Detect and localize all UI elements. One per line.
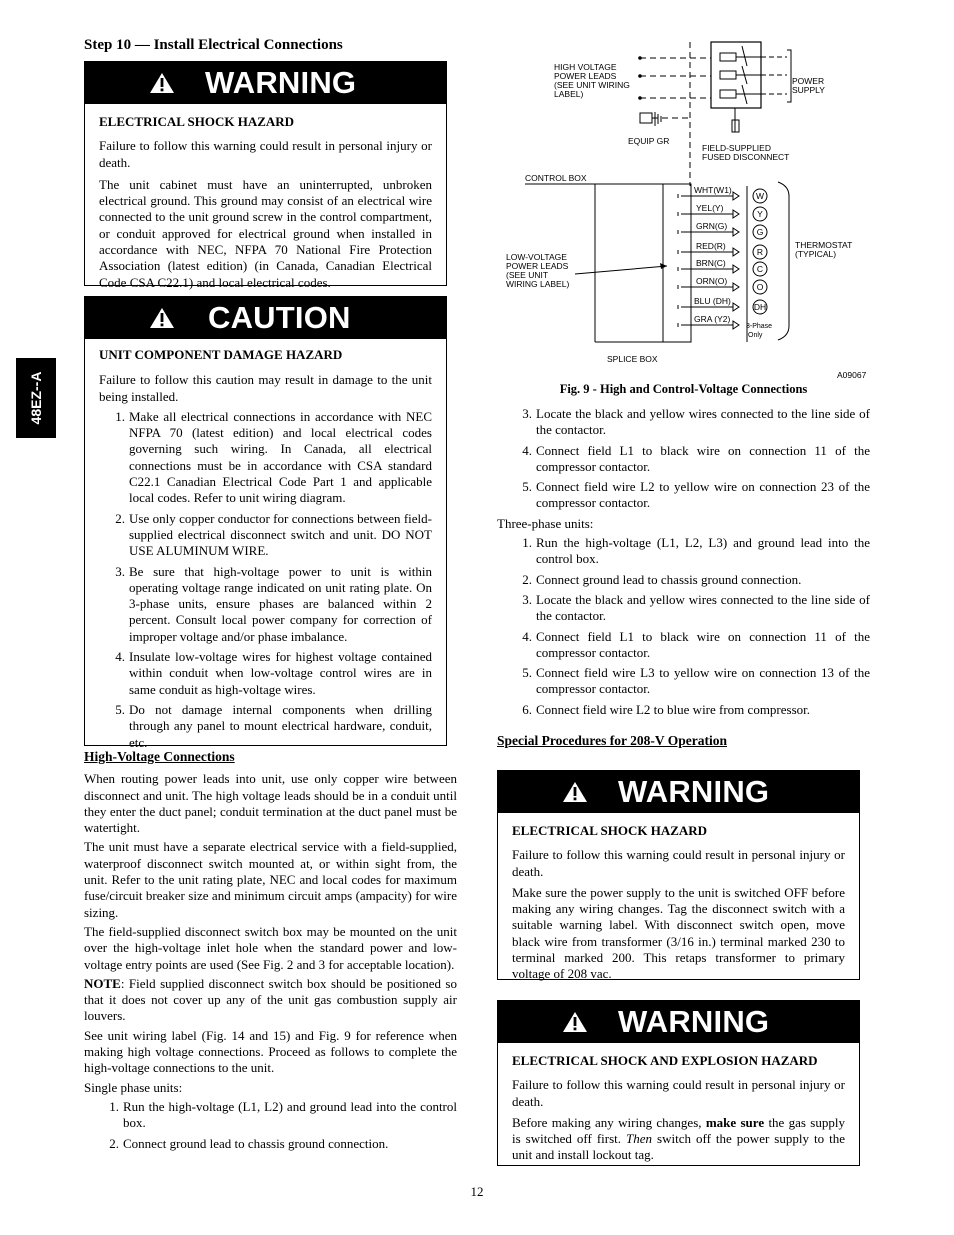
- three-phase-list: [512, 535, 870, 718]
- list-item: 2. Use only copper conductor for connections between field-supplied electrical disconnect switch and unit. DO NOT USE ALUMINUM WIRE.: [115, 510, 432, 559]
- page-number: 12: [470, 1184, 484, 1199]
- figure-code: A09067: [837, 370, 867, 380]
- svg-text:SUPPLY: SUPPLY: [792, 85, 825, 95]
- section-title: High-Voltage Connections: [84, 749, 235, 764]
- warning-header: [498, 1001, 859, 1043]
- hazard-title: ELECTRICAL SHOCK HAZARD: [512, 823, 708, 838]
- warning-triangle-icon: [562, 781, 588, 803]
- three-phase-label: Three-phase units:: [497, 515, 594, 531]
- control-box-label: CONTROL BOX: [525, 173, 587, 183]
- warning-triangle-icon: [149, 72, 175, 94]
- warning-box-shock-explosion: [497, 1000, 860, 1166]
- three-phase-note: 3-Phase: [746, 323, 773, 330]
- connector-arrow: [733, 192, 739, 200]
- warning-label: WARNING: [205, 65, 357, 100]
- wire-label: BRN(C): [696, 258, 726, 268]
- list-item: 3. Locate the black and yellow wires connected to the line side of the contactor.: [522, 406, 870, 438]
- svg-text:FUSED DISCONNECT: FUSED DISCONNECT: [702, 152, 790, 162]
- connector-arrow: [733, 248, 739, 256]
- wire-label: WHT(W1): [694, 185, 732, 195]
- terminal-label: R: [756, 247, 764, 257]
- single-phase-list-continued: [512, 406, 870, 512]
- warning-box-electrical-shock: [84, 61, 447, 290]
- list-item: 1. Run the high-voltage (L1, L2) and ground lead into the control box.: [109, 1098, 457, 1131]
- caution-intro: Failure to follow this caution may result in damage to the unit being installed.: [99, 372, 432, 404]
- wire-group: [694, 185, 732, 324]
- terminal-label: G: [756, 227, 764, 237]
- terminal-label: DH: [753, 302, 767, 312]
- wiring-diagram: [497, 36, 877, 382]
- list-item: 6. Connect field wire L2 to blue wire from compressor.: [522, 701, 811, 717]
- svg-text:Only: Only: [748, 332, 763, 339]
- connector-arrow: [733, 210, 739, 218]
- power-supply-label: POWER: [792, 76, 825, 86]
- high-voltage-section: [84, 749, 457, 1156]
- note-paragraph: NOTE: Field supplied disconnect switch box should be positioned so that it does not cover up any of the unit gas combustion supply air louvers.: [84, 975, 457, 1024]
- terminal-label: Y: [757, 209, 763, 219]
- list-item: 5. Connect field wire L3 to yellow wire on connection 13 of the compressor contactor.: [522, 665, 870, 697]
- list-item: 1. Run the high-voltage (L1, L2, L3) and ground lead into the control box.: [522, 535, 870, 567]
- lv-leads-label: LOW-VOLTAGE: [506, 252, 567, 262]
- svg-text:(SEE UNIT: (SEE UNIT: [506, 270, 549, 280]
- wire-label: RED(R): [696, 241, 726, 251]
- wire-label: YEL(Y): [696, 203, 724, 213]
- connector-arrow: [733, 283, 739, 291]
- wire-label: GRA (Y2): [694, 314, 731, 324]
- hazard-title: ELECTRICAL SHOCK AND EXPLOSION HAZARD: [512, 1053, 818, 1068]
- thermostat-label: THERMOSTAT: [795, 240, 853, 250]
- warning-header: [85, 62, 446, 104]
- warning-text: Make sure the power supply to the unit is switched OFF before making any wiring changes. Tag the disconnect switch with a suitable warning label. With disconnect switch open, move black wire from transformer (3/16 in.) terminal marked 230 to terminal marked 200. This retaps transformer to primary voltage of 208 vac.: [512, 884, 845, 982]
- svg-text:LABEL): LABEL): [554, 89, 584, 99]
- terminal-label: C: [756, 264, 764, 274]
- list-item: 3. Be sure that high-voltage power to unit is within operating voltage range indicated on unit rating plate. On 3-phase units, ensure phases are balanced within 2 percent. Consult local power company for correction of improper voltage and/or phase imbalance.: [115, 563, 432, 644]
- connector-arrow: [733, 303, 739, 311]
- list-item: 4. Connect field L1 to black wire on connection 11 of the compressor contactor.: [522, 628, 870, 660]
- connector-arrow: [733, 228, 739, 236]
- svg-text:WIRING LABEL): WIRING LABEL): [506, 279, 570, 289]
- hazard-title: UNIT COMPONENT DAMAGE HAZARD: [99, 347, 343, 362]
- right-text-column: [497, 406, 870, 722]
- single-phase-label: Single phase units:: [84, 1079, 183, 1095]
- warning-label: WARNING: [618, 1004, 770, 1039]
- side-tab-label: 48EZ--A: [27, 371, 44, 425]
- terminal-label: O: [756, 282, 764, 292]
- list-item: 3. Locate the black and yellow wires connected to the line side of the contactor.: [522, 591, 870, 624]
- wire-label: ORN(O): [696, 276, 728, 286]
- wire-label: GRN(G): [696, 221, 728, 231]
- side-tab: [16, 358, 56, 438]
- warning-text: Before making any wiring changes, make sure the gas supply is switched off first. Then switch off the power supply to the unit and install lockout tag.: [512, 1114, 845, 1163]
- caution-box-component-damage: [84, 296, 447, 750]
- splice-box-label: SPLICE BOX: [607, 354, 658, 364]
- step-title: Step 10 — Install Electrical Connections: [84, 37, 343, 53]
- body-paragraph: When routing power leads into unit, use only copper wire between disconnect and unit. The high voltage leads should be in a conduit until they enter the duct panel; conduit termination at the duct panel must be watertight.: [84, 771, 457, 836]
- warning-label: WARNING: [618, 774, 770, 809]
- warning-header: [498, 771, 859, 813]
- connector-arrow: [733, 321, 739, 329]
- list-item: 5. Do not damage internal components when drilling through any panel to mount electrical hardware, conduit, etc.: [115, 701, 432, 750]
- body-paragraph: The field-supplied disconnect switch box may be mounted on the unit over the high-voltage inlet hole when the standard power and low-voltage entry points are used (See Fig. 2 and 3 for acceptable location).: [84, 923, 457, 972]
- body-paragraph: See unit wiring label (Fig. 14 and 15) and Fig. 9 for reference when making high voltage connections. Proceed as follows to complete the high-voltage connections to the unit.: [84, 1027, 457, 1076]
- list-item: 5. Connect field wire L2 to yellow wire on connection 23 of the compressor contactor.: [522, 479, 870, 511]
- list-item: 1. Make all electrical connections in accordance with NEC NFPA 70 (latest edition) and local electrical codes governing such wiring. In Canada, all electrical connections must be in accordance with CSA standard C22.1 Canadian Electrical Code Part 1 and applicable local codes. Refer to unit wiring diagram.: [115, 408, 432, 506]
- list-item: 4. Connect field L1 to black wire on connection 11 of the compressor contactor.: [522, 442, 870, 474]
- warning-box-208v: [497, 770, 860, 980]
- warning-triangle-icon: [562, 1011, 588, 1033]
- svg-text:(SEE UNIT WIRING: (SEE UNIT WIRING: [554, 80, 630, 90]
- terminal-label: W: [755, 191, 765, 201]
- hazard-title: ELECTRICAL SHOCK HAZARD: [99, 114, 295, 129]
- list-item: 4. Insulate low-voltage wires for highest voltage contained within conduit when low-voltage control wires are in same conduit as high-voltage wires.: [115, 649, 432, 697]
- warning-text: Failure to follow this warning could result in personal injury or death.: [512, 1077, 845, 1109]
- svg-text:POWER LEADS: POWER LEADS: [554, 71, 617, 81]
- list-item: 2. Connect ground lead to chassis ground connection.: [109, 1135, 389, 1151]
- equip-gr-label: EQUIP GR: [628, 136, 670, 146]
- body-paragraph: The unit must have a separate electrical service with a field-supplied, waterproof disconnect switch mounted at, or within sight from, the unit. Refer to the unit rating plate, NEC and local codes for maximum fuse/circuit breaker size and minimum circuit amps (ampacity) for wire sizing.: [84, 839, 457, 920]
- disconnect-label: FIELD-SUPPLIED: [702, 143, 771, 153]
- list-item: 2. Connect ground lead to chassis ground connection.: [522, 571, 802, 587]
- warning-text: The unit cabinet must have an uninterrupted, unbroken electrical ground. This ground may consist of an electrical wire connected to the unit ground screw in the control compartment, or conduit approved for electrical ground when installed in accordance with NEC, NFPA 70 National Fire Protection Association (latest edition) (in Canada, Canadian Electrical Code CSA C22.1) and local electrical codes.: [99, 176, 432, 290]
- caution-header: [85, 297, 446, 339]
- warning-text: Failure to follow this warning could result in personal injury or death.: [99, 138, 432, 170]
- special-procedures-title: Special Procedures for 208-V Operation: [497, 733, 727, 748]
- caution-list: [105, 409, 432, 751]
- figure-caption: Fig. 9 - High and Control-Voltage Connections: [559, 382, 808, 396]
- connector-arrow: [733, 265, 739, 273]
- warning-text: Failure to follow this warning could result in personal injury or death.: [512, 847, 845, 879]
- caution-triangle-icon: [149, 307, 175, 329]
- single-phase-list: [99, 1099, 457, 1152]
- hv-leads-label: HIGH VOLTAGE: [554, 62, 617, 72]
- svg-text:POWER LEADS: POWER LEADS: [506, 261, 569, 271]
- wire-label: BLU (DH): [694, 296, 731, 306]
- svg-text:(TYPICAL): (TYPICAL): [795, 249, 837, 259]
- caution-label: CAUTION: [208, 300, 351, 335]
